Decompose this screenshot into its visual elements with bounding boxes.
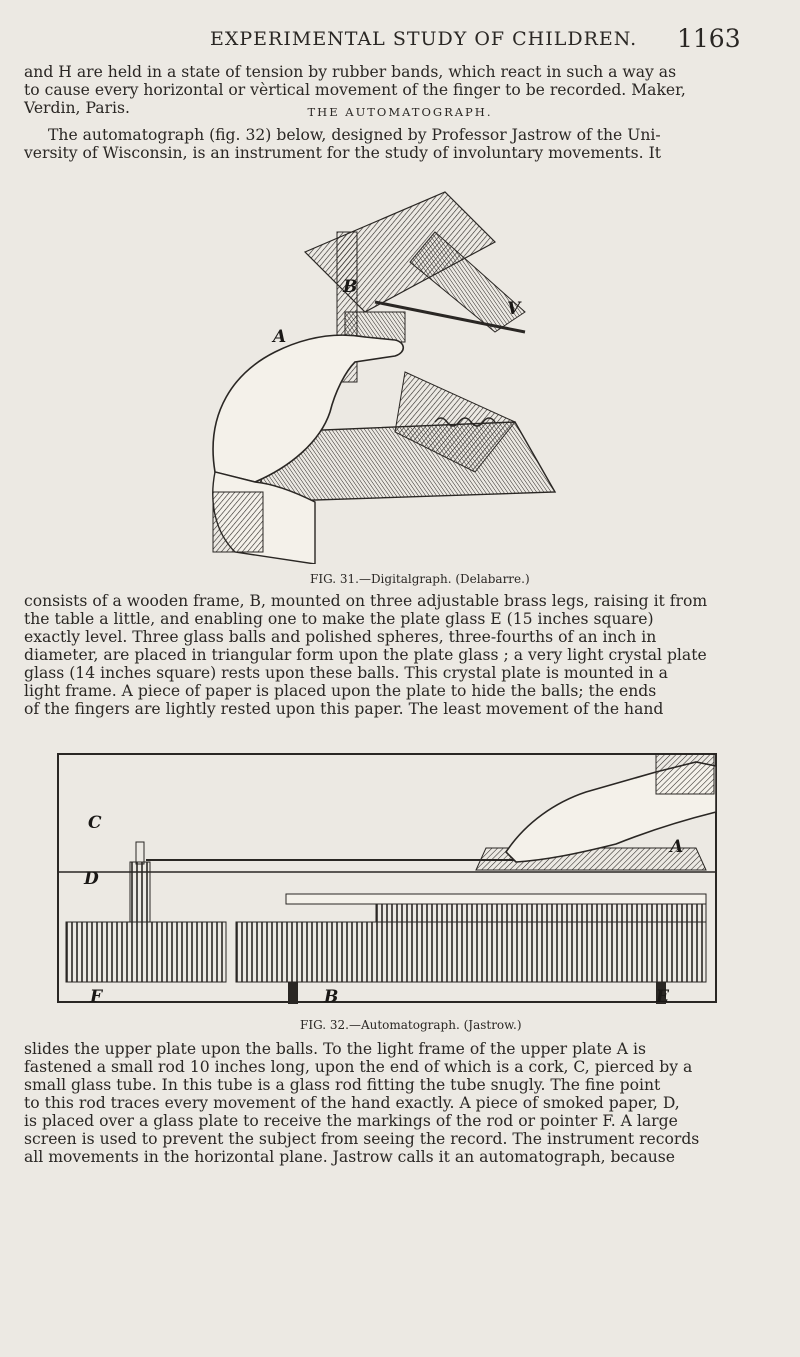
bottom-paragraph — [24, 1040, 784, 1166]
text-line: consists of a wooden frame, B, mounted on three adjustable brass legs, raising it from — [24, 592, 708, 610]
figure-32-label-c: C — [88, 813, 102, 833]
text-line: to this rod traces every movement of the hand exactly. A piece of smoked paper, D, — [24, 1094, 680, 1112]
text-line: and H are held in a state of tension by rubber bands, which react in such a way as — [24, 63, 677, 81]
text-line: small glass tube. In this tube is a glass rod fitting the tube snugly. The fine point — [24, 1076, 661, 1094]
figure-32-label-a: A — [670, 837, 684, 857]
text-line: glass (14 inches square) rests upon these balls. This crystal plate is mounted in a — [24, 664, 668, 682]
figure-31-label-a: A — [273, 327, 287, 347]
figure-31-label-b: B — [343, 277, 358, 297]
intro-paragraph — [24, 126, 784, 162]
text-line: Verdin, Paris. — [24, 99, 130, 117]
figure-32-label-b: B — [324, 987, 339, 1007]
text-line: is placed over a glass plate to receive the markings of the rod or pointer F. A large — [24, 1112, 678, 1130]
text-line: diameter, are placed in triangular form upon the plate glass ; a very light crystal plate — [24, 646, 707, 664]
text-line: The automatograph (fig. 32) below, designed by Professor Jastrow of the Uni- — [48, 126, 661, 144]
figure-31-label-v: V — [507, 299, 521, 319]
figure-32-label-e: E — [656, 987, 669, 1007]
running-title: EXPERIMENTAL STUDY OF CHILDREN. — [210, 28, 638, 50]
text-line: of the fingers are lightly rested upon this paper. The least movement of the hand — [24, 700, 664, 718]
middle-paragraph — [24, 592, 784, 718]
text-line: screen is used to prevent the subject from seeing the record. The instrument records — [24, 1130, 700, 1148]
figure-32-label-d: D — [84, 869, 99, 889]
text-line: to cause every horizontal or vèrtical movement of the finger to be recorded. Maker, — [24, 81, 686, 99]
section-heading: THE AUTOMATOGRAPH. — [307, 105, 493, 119]
text-line: all movements in the horizontal plane. Jastrow calls it an automatograph, because — [24, 1148, 676, 1166]
figure-31-digitalgraph — [195, 172, 585, 564]
text-line: fastened a small rod 10 inches long, upon the end of which is a cork, C, pierced by a — [24, 1058, 693, 1076]
figure-32-automatograph — [56, 752, 720, 1010]
page-number: 1163 — [677, 24, 741, 53]
text-line: exactly level. Three glass balls and polished spheres, three-fourths of an inch in — [24, 628, 657, 646]
text-line: versity of Wisconsin, is an instrument for the study of involuntary movements. It — [24, 144, 662, 162]
figure-32-label-f: F — [90, 987, 103, 1007]
figure-31-caption: FIG. 31.—Digitalgraph. (Delabarre.) — [310, 572, 530, 586]
text-line: the table a little, and enabling one to make the plate glass E (15 inches square) — [24, 610, 654, 628]
text-line: slides the upper plate upon the balls. To the light frame of the upper plate A is — [24, 1040, 647, 1058]
figure-32-caption: FIG. 32.—Automatograph. (Jastrow.) — [300, 1018, 522, 1032]
text-line: light frame. A piece of paper is placed upon the plate to hide the balls; the ends — [24, 682, 657, 700]
